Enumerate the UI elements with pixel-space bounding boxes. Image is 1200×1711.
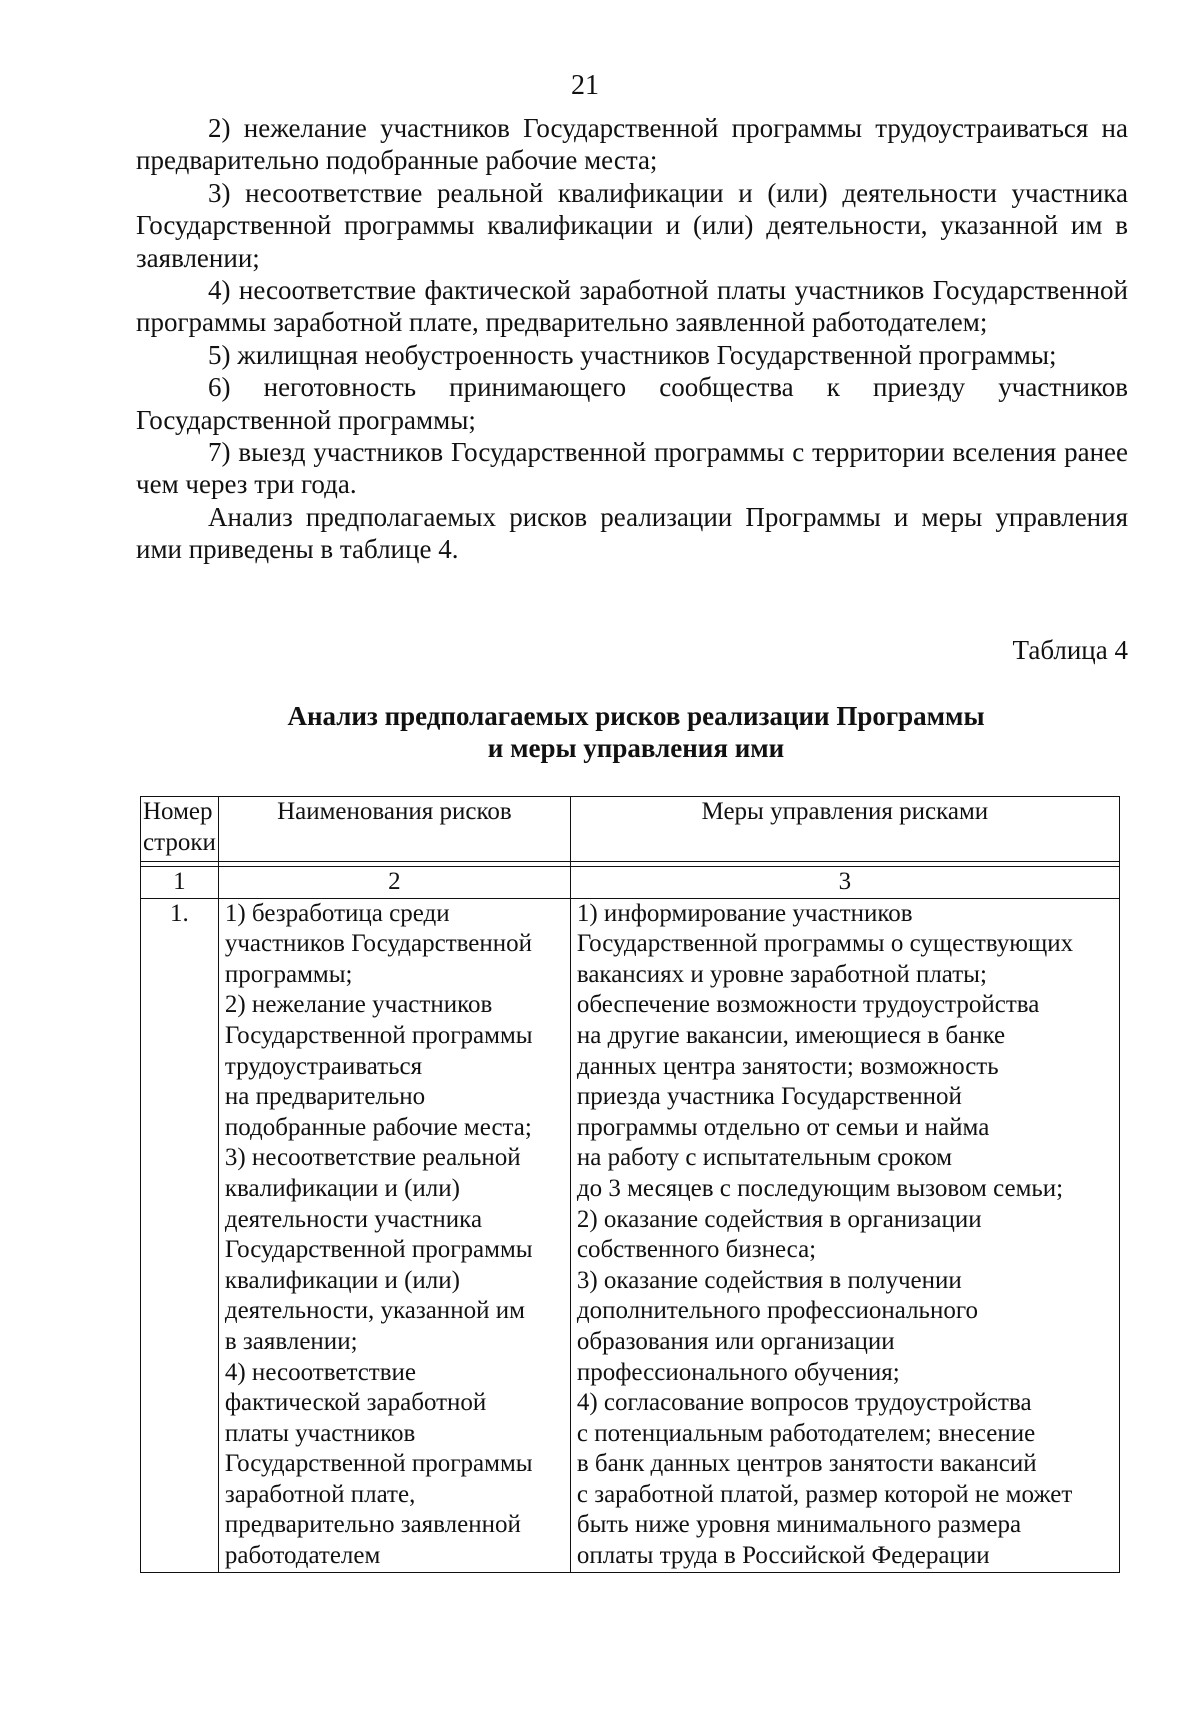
column-number-row (141, 867, 1120, 899)
body-text (136, 112, 1128, 566)
risk-line: участников Государственной (224, 930, 533, 958)
measure-line: 4) согласование вопросов трудоустройства (576, 1389, 1032, 1417)
measure-line: профессионального обучения; (576, 1358, 900, 1386)
measure-line: Государственной программы о существующих (576, 930, 1074, 958)
risk-measures-cell (570, 898, 1119, 1572)
measure-line: с заработной платой, размер которой не может (576, 1480, 1073, 1508)
measure-line: на другие вакансии, имеющиеся в банке (576, 1021, 1006, 1049)
measure-line: программы отдельно от семьи и найма (576, 1113, 990, 1141)
paragraph-item-7: 7) выезд участников Государственной программы с территории вселения ранее чем через три года. (136, 437, 1128, 500)
risk-line: программы; (224, 960, 353, 988)
header-risk-names: Наименования рисков (218, 797, 570, 862)
row-number: 1. (141, 898, 219, 1572)
measure-line: оплаты труда в Российской Федерации (576, 1542, 990, 1570)
measure-line: 1) информирование участников (576, 899, 913, 927)
risk-line: Государственной программы (224, 1450, 533, 1478)
paragraph-item-3: 3) несоответствие реальной квалификации и (или) деятельности участника Государственной программы квалификации и (или) деятельности, указанной им в заявлении; (136, 177, 1128, 273)
paragraph-item-4: 4) несоответствие фактической заработной платы участников Государственной программы заработной плате, предварительно заявленной работодателем; (136, 275, 1128, 338)
paragraph-item-6: 6) неготовность принимающего сообщества к приезду участников Государственной программы; (136, 372, 1128, 435)
paragraph-table-reference: Анализ предполагаемых рисков реализации Программы и меры управления ими приведены в таблице 4. (136, 501, 1128, 565)
risk-line: 3) несоответствие реальной (224, 1144, 521, 1172)
measure-line: с потенциальным работодателем; внесение (576, 1419, 1036, 1447)
risk-line: 1) безработица среди (224, 899, 450, 927)
risk-line: квалификации и (или) (224, 1174, 460, 1202)
risk-line: фактической заработной (224, 1389, 487, 1417)
table-title-line-1: Анализ предполагаемых рисков реализации Программы (287, 701, 985, 731)
risk-line: трудоустраиваться (224, 1052, 423, 1080)
measure-line: дополнительного профессионального (576, 1297, 978, 1325)
risk-names-cell (218, 898, 570, 1572)
risk-table (140, 796, 1120, 1573)
measure-line: быть ниже уровня минимального размера (576, 1511, 1022, 1539)
risk-line: подобранные рабочие места; (224, 1113, 532, 1141)
risk-line: в заявлении; (224, 1327, 358, 1355)
header-row-number-line-1: Номер (143, 798, 213, 825)
risk-line: работодателем (224, 1542, 381, 1570)
measure-line: собственного бизнеса; (576, 1236, 817, 1264)
measure-line: образования или организации (576, 1327, 895, 1355)
risk-line: квалификации и (или) (224, 1266, 460, 1294)
measure-line: данных центра занятости; возможность (576, 1052, 999, 1080)
paragraph-item-5: 5) жилищная необустроенность участников Государственной программы; (208, 339, 1057, 370)
measure-line: в банк данных центров занятости вакансий (576, 1450, 1037, 1478)
header-row-number-line-2: строки (143, 828, 216, 856)
measure-line: вакансиях и уровне заработной платы; (576, 960, 987, 988)
measure-line: приезда участника Государственной (576, 1083, 962, 1111)
table-header-row (141, 797, 1120, 862)
risk-line: Государственной программы (224, 1021, 533, 1049)
measure-line: на работу с испытательным сроком (576, 1144, 953, 1172)
risk-line: 4) несоответствие (224, 1358, 417, 1386)
table-row (141, 898, 1120, 1572)
measure-line: обеспечение возможности трудоустройства (576, 991, 1040, 1019)
table-title-line-2: и меры управления ими (487, 733, 785, 763)
page-number: 21 (571, 70, 599, 101)
table-title (136, 700, 1136, 764)
risk-line: предварительно заявленной (224, 1511, 521, 1539)
risk-line: деятельности участника (224, 1205, 483, 1233)
measure-line: 3) оказание содействия в получении (576, 1266, 962, 1294)
table-label: Таблица 4 (1012, 635, 1128, 665)
measure-line: до 3 месяцев с последующим вызовом семьи; (576, 1174, 1064, 1202)
measure-line: 2) оказание содействия в организации (576, 1205, 982, 1233)
risk-line: заработной плате, (224, 1480, 416, 1508)
column-number-3: 3 (570, 867, 1119, 899)
paragraph-item-2: 2) нежелание участников Государственной программы трудоустраиваться на предварительно подобранные рабочие места; (136, 113, 1128, 176)
risk-line: Государственной программы (224, 1236, 533, 1264)
column-number-2: 2 (218, 867, 570, 899)
risk-line: 2) нежелание участников (224, 991, 493, 1019)
header-risk-measures: Меры управления рисками (570, 797, 1119, 862)
risk-line: платы участников (224, 1419, 416, 1447)
risk-line: на предварительно (224, 1083, 426, 1111)
risk-line: деятельности, указанной им (224, 1297, 525, 1325)
header-row-number (141, 797, 219, 862)
column-number-1: 1 (141, 867, 219, 899)
